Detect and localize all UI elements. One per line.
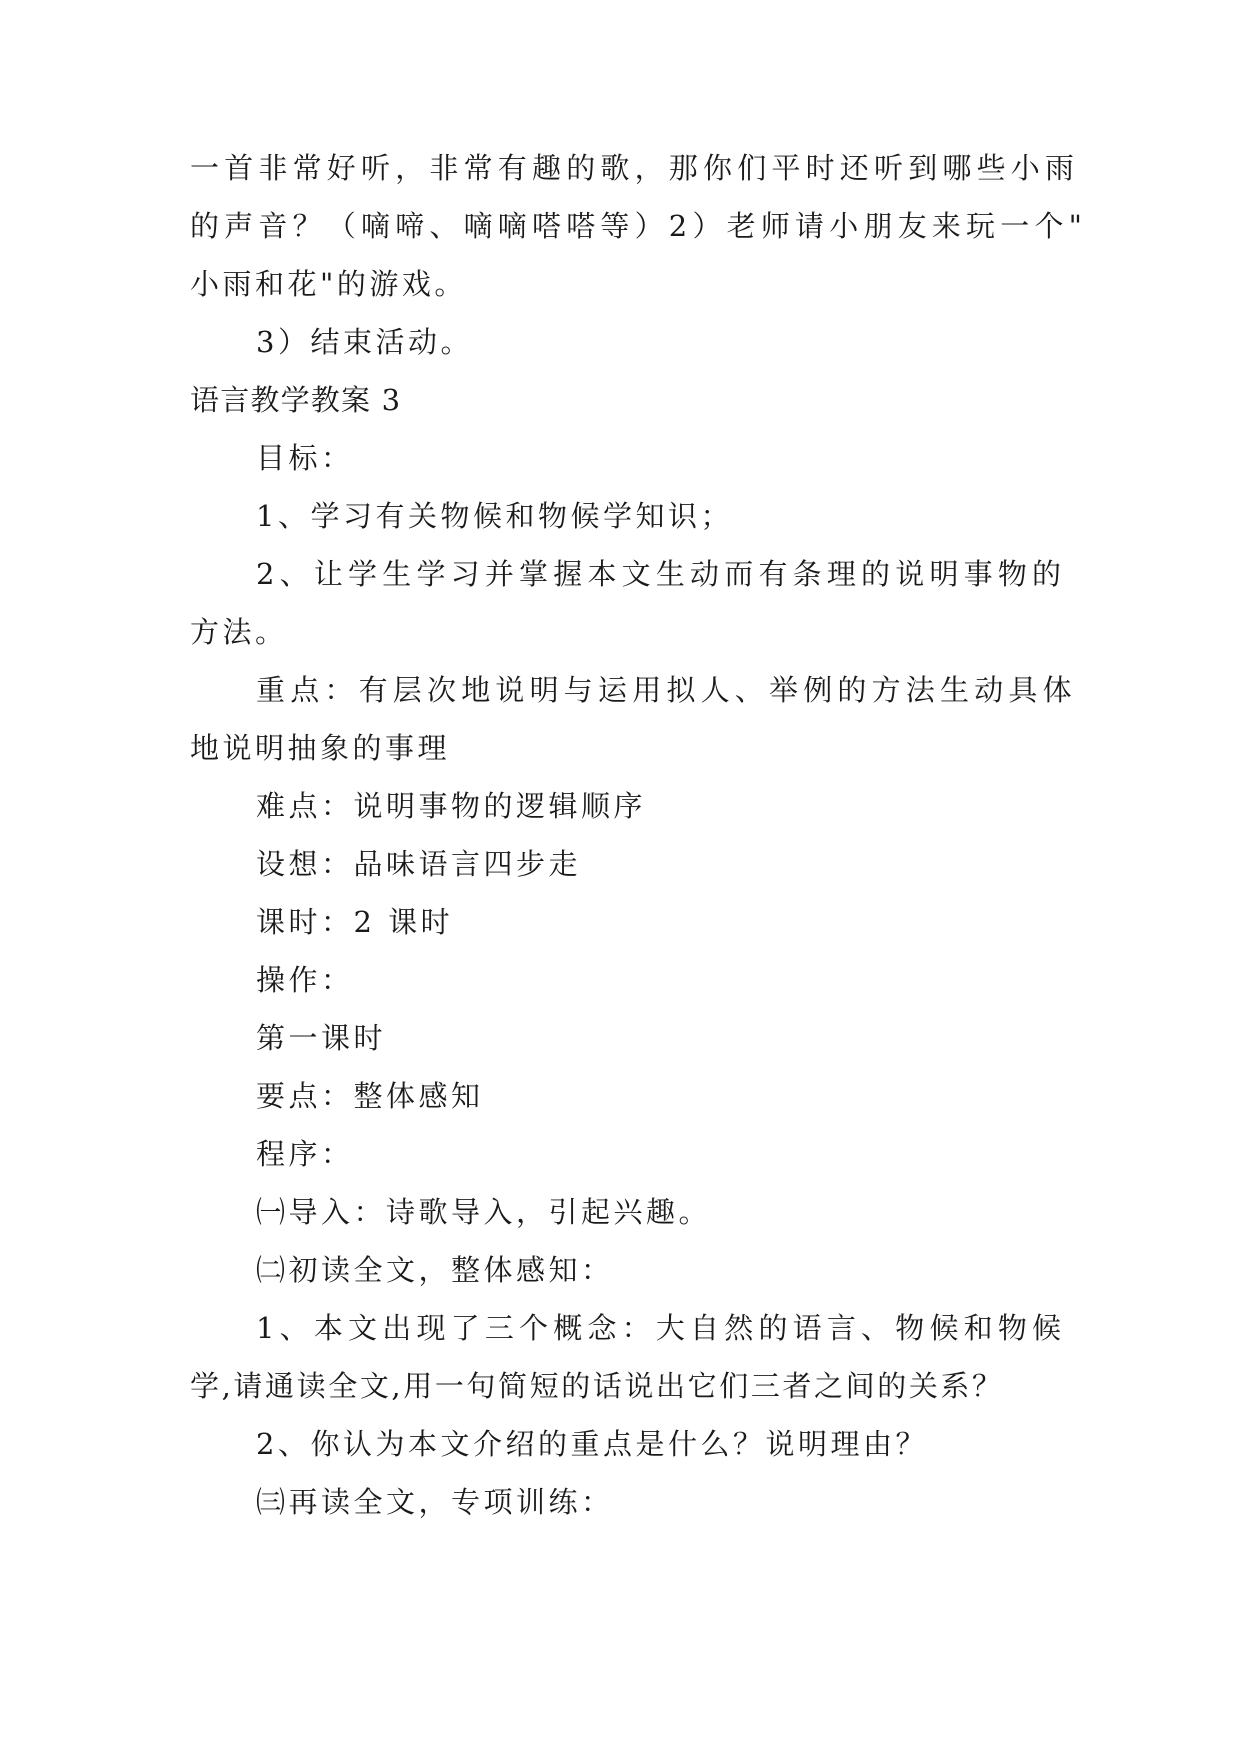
section-heading: 语言教学教案 3 [190,383,402,417]
paragraph-line: 设想：品味语言四步走 [256,847,582,881]
paragraph-line: 难点：说明事物的逻辑顺序 [256,789,647,823]
list-item: 2、你认为本文介绍的重点是什么？说明理由？ [256,1427,928,1461]
paragraph-line: 的声音？（嘀啼、嘀嘀嗒嗒等）2）老师请小朋友来玩一个" [190,209,1088,243]
paragraph-line: 目标： [256,441,354,475]
paragraph-line: 方法。 [190,615,288,649]
paragraph-line: 课时：2 课时 [256,905,454,939]
list-item: 1、学习有关物候和物候学知识； [256,499,733,533]
list-item: ㈠导入：诗歌导入，引起兴趣。 [256,1195,712,1229]
paragraph-line: 3）结束活动。 [256,325,473,359]
paragraph-line: 要点：整体感知 [256,1079,484,1113]
paragraph-line: 第一课时 [256,1021,387,1055]
list-item: 2、让学生学习并掌握本文生动而有条理的说明事物的 [256,557,1067,591]
paragraph-line: 一首非常好听，非常有趣的歌，那你们平时还听到哪些小雨 [190,151,1080,185]
paragraph-line: 操作： [256,963,354,997]
paragraph-line: 学,请通读全文,用一句简短的话说出它们三者之间的关系？ [190,1369,1004,1403]
paragraph-line: 小雨和花"的游戏。 [190,267,467,301]
list-item: ㈢再读全文，专项训练： [256,1485,614,1519]
paragraph-line: 重点：有层次地说明与运用拟人、举例的方法生动具体 [256,673,1077,707]
paragraph-line: 程序： [256,1137,354,1171]
list-item: ㈡初读全文，整体感知： [256,1253,614,1287]
paragraph-line: 地说明抽象的事理 [190,731,451,765]
list-item: 1、本文出现了三个概念：大自然的语言、物候和物候 [256,1311,1067,1345]
